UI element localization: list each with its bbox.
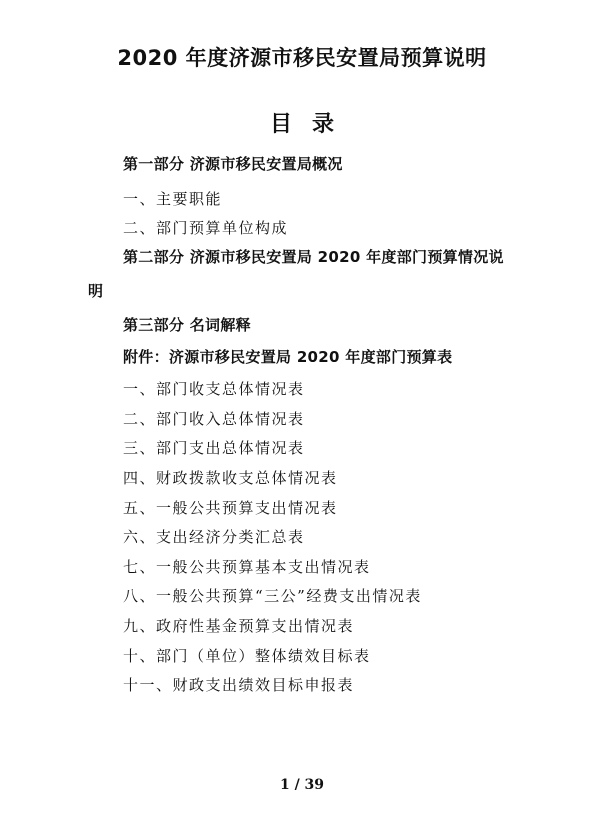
- toc-part3-heading: 第三部分 名词解释: [123, 316, 251, 334]
- toc-appendix-item-8: 八、一般公共预算“三公”经费支出情况表: [123, 587, 422, 605]
- toc-appendix-item-11: 十一、财政支出绩效目标申报表: [123, 676, 355, 694]
- toc-part2-heading-line1: 第二部分 济源市移民安置局 2020 年度部门预算情况说: [123, 248, 504, 266]
- toc-appendix-item-10: 十、部门（单位）整体绩效目标表: [123, 647, 371, 665]
- toc-appendix-item-9: 九、政府性基金预算支出情况表: [123, 617, 355, 635]
- toc-part1-item-1: 一、主要职能: [123, 190, 223, 208]
- toc-part1-heading: 第一部分 济源市移民安置局概况: [123, 155, 343, 173]
- page-number: 1 / 39: [279, 777, 325, 793]
- toc-appendix-item-5: 五、一般公共预算支出情况表: [123, 499, 338, 517]
- toc-part2-heading-line2: 明: [88, 282, 104, 300]
- toc-appendix-item-6: 六、支出经济分类汇总表: [123, 528, 305, 546]
- toc-part1-item-2: 二、部门预算单位构成: [123, 219, 289, 237]
- toc-appendix-item-2: 二、部门收入总体情况表: [123, 410, 305, 428]
- toc-appendix-item-1: 一、部门收支总体情况表: [123, 380, 305, 398]
- document-title: 2020 年度济源市移民安置局预算说明: [117, 46, 487, 70]
- table-of-contents-heading: 目录: [269, 112, 354, 137]
- toc-appendix-heading: 附件：济源市移民安置局 2020 年度部门预算表: [123, 348, 453, 366]
- toc-appendix-item-3: 三、部门支出总体情况表: [123, 439, 305, 457]
- toc-appendix-item-4: 四、财政拨款收支总体情况表: [123, 469, 338, 487]
- toc-appendix-item-7: 七、一般公共预算基本支出情况表: [123, 558, 371, 576]
